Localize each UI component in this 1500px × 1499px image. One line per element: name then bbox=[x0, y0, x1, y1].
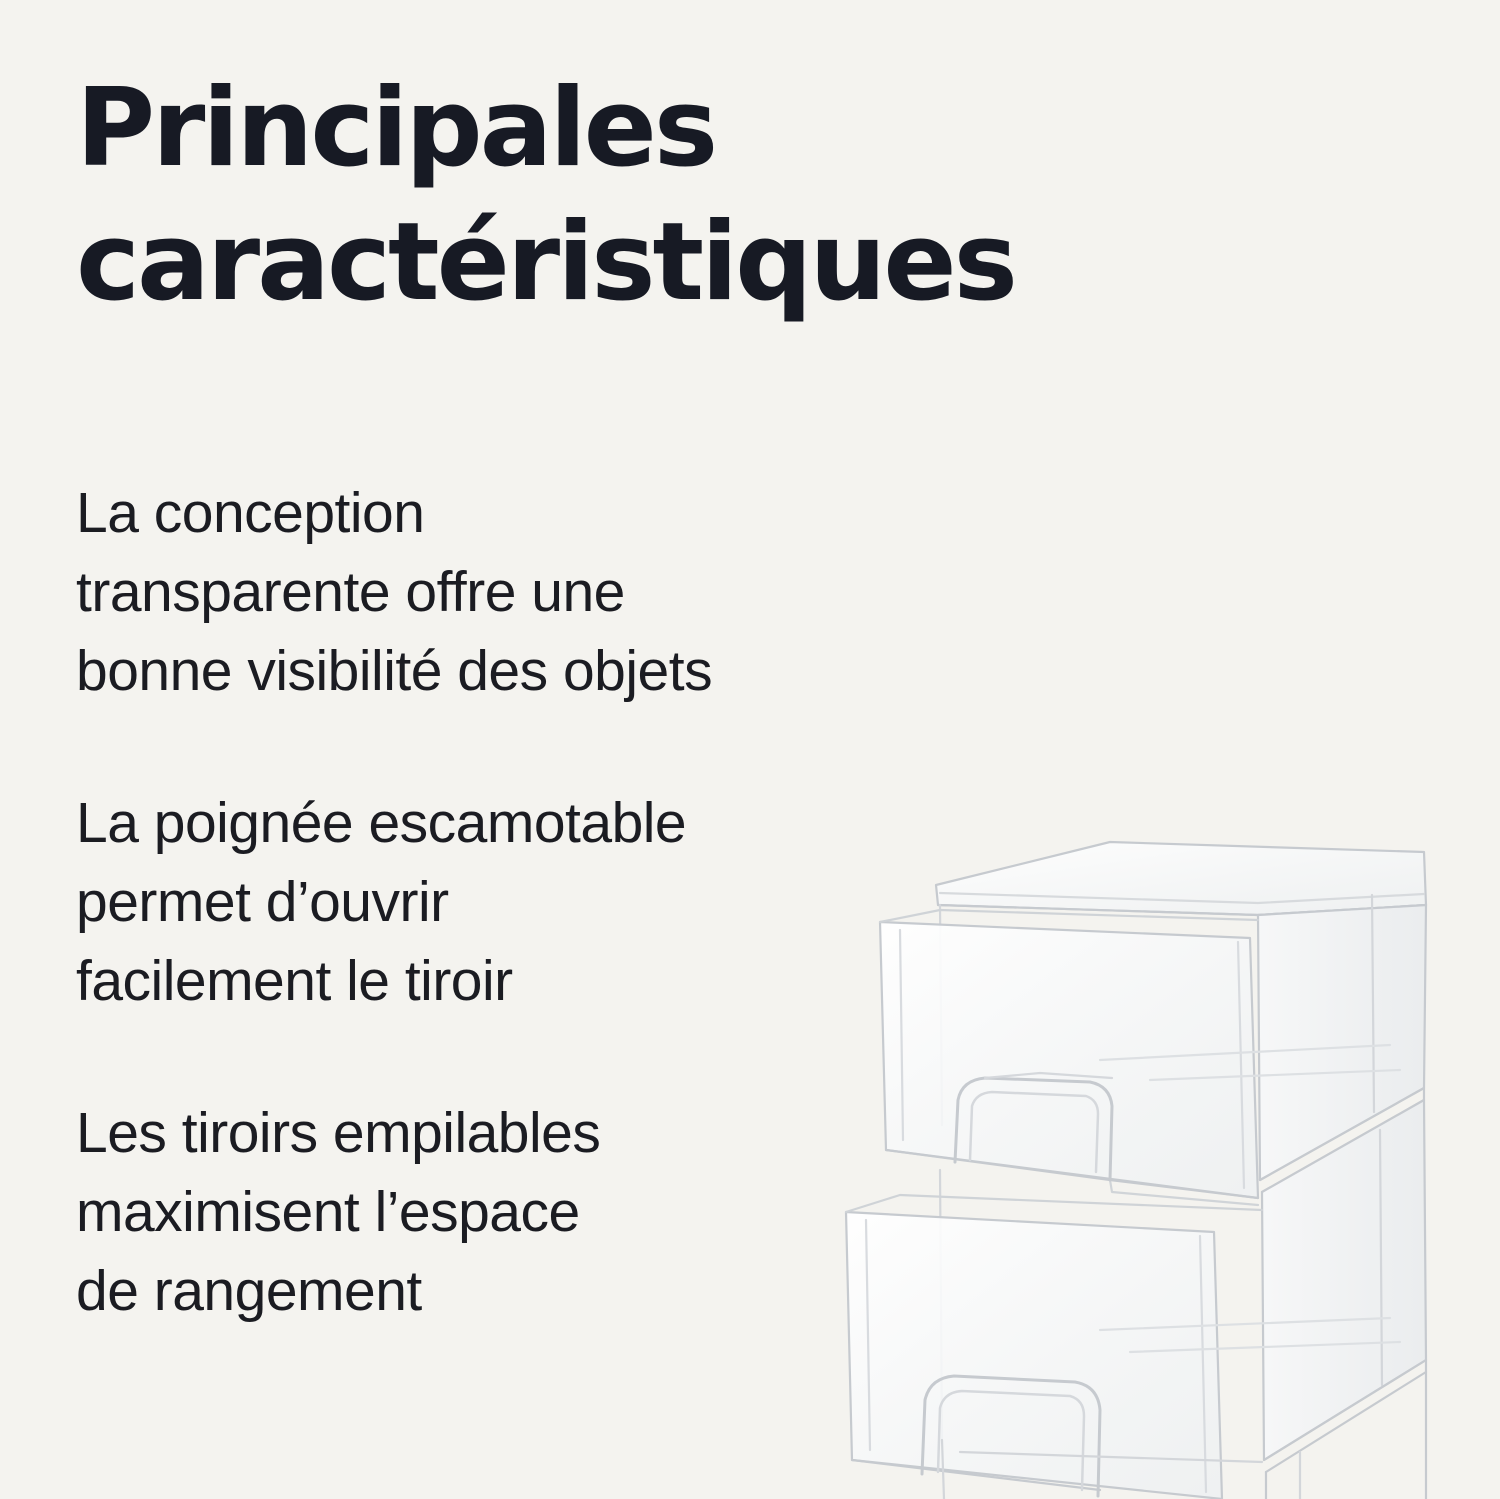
page-title-line-1: Principales bbox=[76, 66, 716, 191]
feature-line: bonne visibilité des objets bbox=[76, 639, 713, 703]
feature-line: maximisent l’espace bbox=[76, 1180, 580, 1244]
feature-line: La poignée escamotable bbox=[76, 791, 687, 855]
feature-line: de rangement bbox=[76, 1259, 422, 1323]
feature-item-handle bbox=[76, 784, 856, 1021]
feature-item-transparency bbox=[76, 474, 856, 711]
page-title bbox=[76, 62, 1176, 330]
feature-line: Les tiroirs empilables bbox=[76, 1101, 601, 1165]
feature-line: transparente offre une bbox=[76, 560, 625, 624]
feature-list bbox=[76, 474, 856, 1404]
feature-line: permet d’ouvrir bbox=[76, 870, 449, 934]
feature-item-stackable bbox=[76, 1094, 856, 1331]
stacked-clear-drawers-illustration bbox=[820, 810, 1500, 1499]
feature-line: La conception bbox=[76, 481, 425, 545]
page-title-line-2: caractéristiques bbox=[76, 200, 1015, 325]
feature-line: facilement le tiroir bbox=[76, 949, 513, 1013]
